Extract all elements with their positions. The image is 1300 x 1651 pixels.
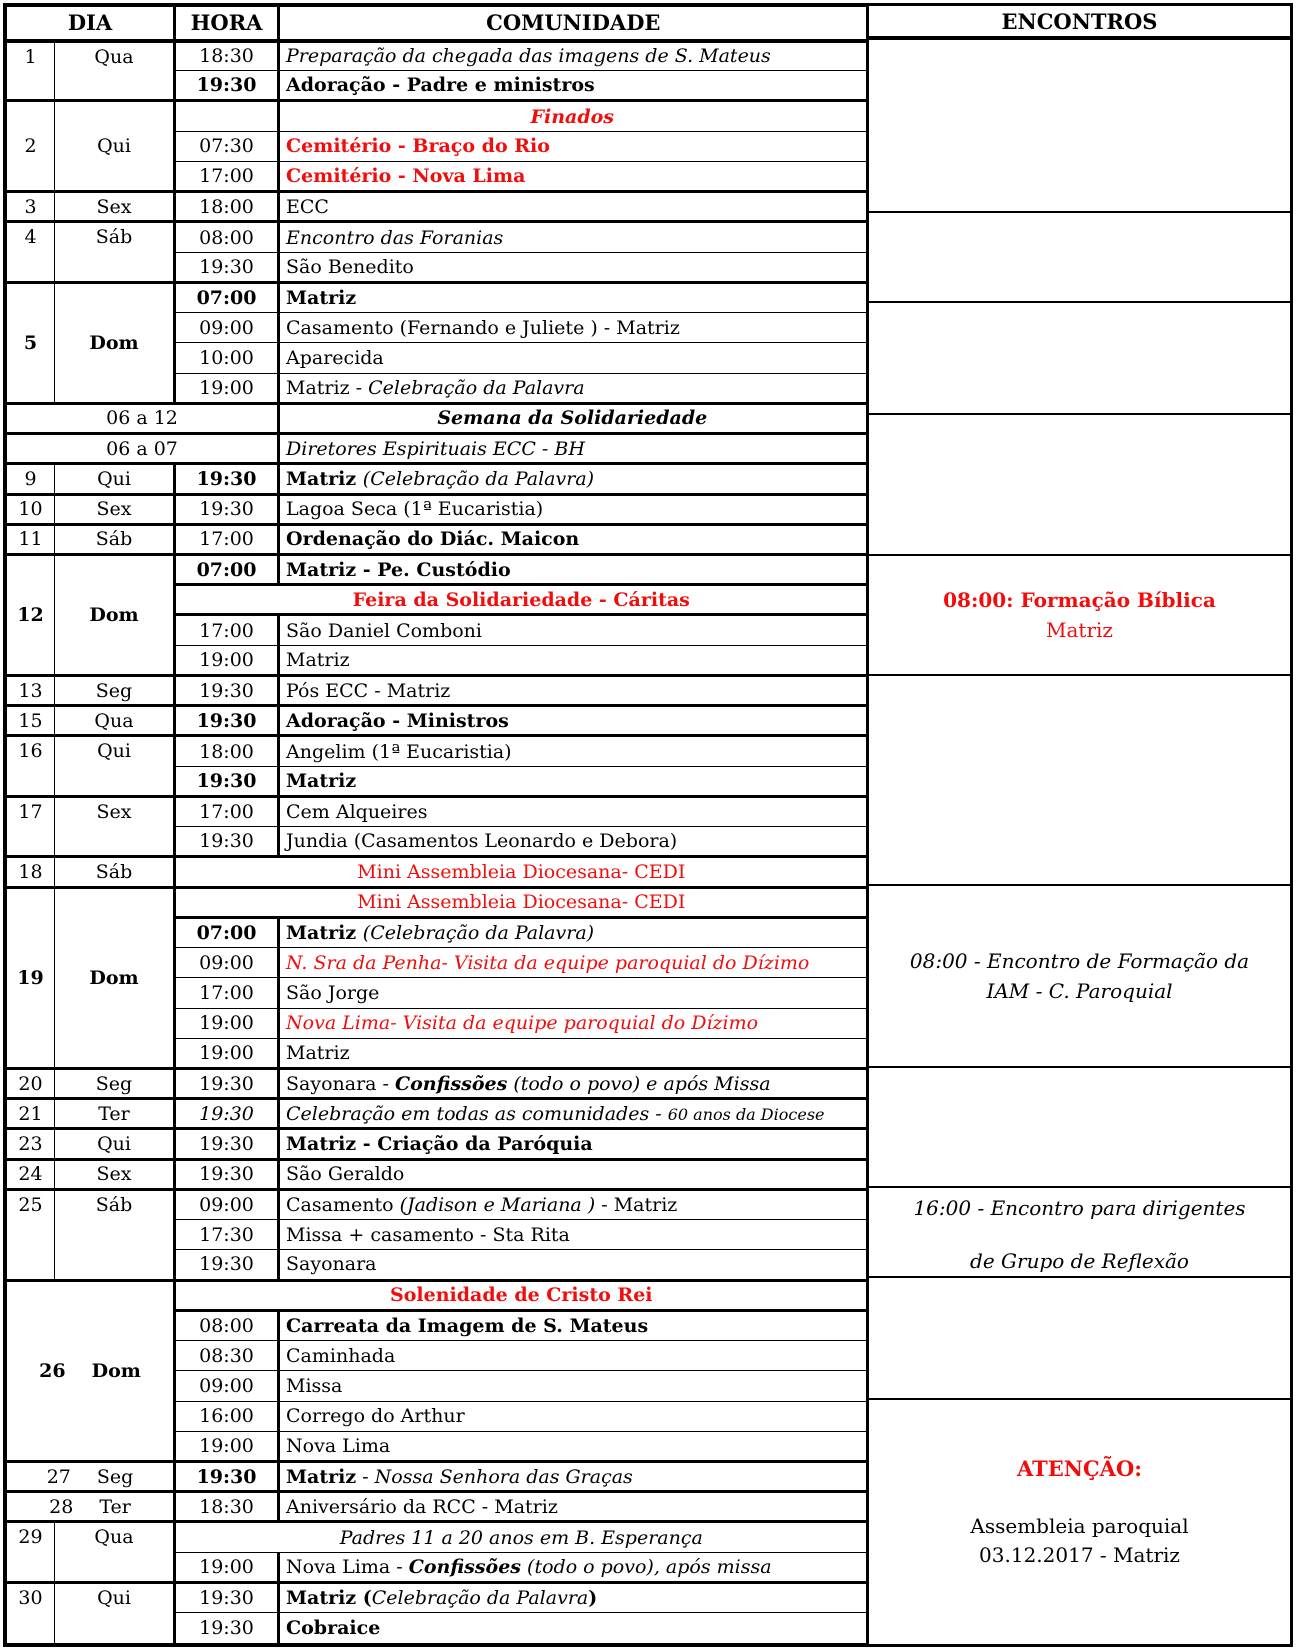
event-text: Lagoa Seca (1ª Eucaristia)	[286, 498, 544, 521]
community-cell	[279, 101, 867, 131]
community-cell	[279, 403, 867, 433]
event-text: Celebração da Palavra	[368, 376, 585, 399]
schedule-row	[7, 675, 867, 705]
event-text: )	[588, 1587, 598, 1610]
schedule-row	[7, 1462, 867, 1492]
time-cell	[175, 101, 279, 131]
event-text: Matriz	[286, 769, 357, 792]
day-number-cell: 17	[7, 796, 55, 856]
weekday-cell: Sex	[55, 796, 175, 856]
event-span-cell	[175, 1522, 867, 1552]
time-cell: 19:30	[175, 1159, 279, 1189]
community-cell	[279, 1099, 867, 1129]
community-cell	[279, 1613, 867, 1644]
event-text: Padres 11 a 20 anos em B. Esperança	[339, 1526, 703, 1549]
community-cell	[279, 1462, 867, 1492]
event-text: Sayonara	[286, 1253, 377, 1276]
event-text: Matriz	[286, 467, 363, 490]
time-cell: 10:00	[175, 343, 279, 373]
day-number-cell: 30	[7, 1582, 55, 1643]
day-cell	[7, 1280, 175, 1461]
day-number-cell: 16	[7, 736, 55, 796]
encontros-text: 08:00: Formação Bíblica	[943, 588, 1216, 612]
schedule-sheet	[3, 3, 1293, 1647]
weekday-cell: Sáb	[55, 222, 175, 282]
event-text: Diretores Espirituais ECC - BH	[286, 437, 585, 460]
community-cell	[279, 1189, 867, 1219]
day-number: 26	[39, 1359, 66, 1382]
schedule-row	[7, 1068, 867, 1098]
event-span-cell	[175, 857, 867, 887]
community-cell	[279, 948, 867, 978]
date-range-cell: 06 a 12	[7, 403, 279, 433]
schedule-table	[6, 6, 867, 1644]
weekday-cell: Qui	[55, 101, 175, 192]
community-cell	[279, 41, 867, 71]
community-cell	[279, 1371, 867, 1401]
header-hora: HORA	[175, 7, 279, 41]
time-cell: 08:30	[175, 1341, 279, 1371]
event-text: Aniversário da RCC - Matriz	[286, 1495, 558, 1518]
community-cell	[279, 1310, 867, 1340]
encontros-cell	[869, 1276, 1290, 1398]
community-cell	[279, 343, 867, 373]
weekday-cell: Sáb	[55, 524, 175, 554]
community-cell	[279, 1582, 867, 1612]
event-span-cell	[175, 887, 867, 917]
event-text: (todo o povo) e após Missa	[507, 1072, 771, 1095]
schedule-row	[7, 706, 867, 736]
time-cell: 09:00	[175, 1189, 279, 1219]
time-cell: 09:00	[175, 313, 279, 343]
encontros-cell	[869, 884, 1290, 1066]
schedule-row	[7, 434, 867, 464]
event-text: Confissões	[408, 1555, 521, 1578]
community-cell	[279, 645, 867, 675]
weekday-cell: Seg	[55, 675, 175, 705]
weekday-cell: Qua	[55, 706, 175, 736]
event-text: São Jorge	[286, 981, 380, 1004]
day-number-cell: 1	[7, 41, 55, 101]
community-cell	[279, 313, 867, 343]
community-cell	[279, 554, 867, 584]
event-text: Nossa Senhora das Graças	[374, 1465, 633, 1488]
event-span-cell	[175, 1280, 867, 1310]
event-text: Confissões	[395, 1072, 508, 1095]
day-number-cell: 24	[7, 1159, 55, 1189]
event-text: Missa + casamento - Sta Rita	[286, 1223, 570, 1246]
community-cell	[279, 675, 867, 705]
day-number-cell: 18	[7, 857, 55, 887]
community-cell	[279, 71, 867, 101]
time-cell: 18:30	[175, 41, 279, 71]
event-text: Semana da Solidariedade	[437, 407, 708, 430]
event-text: Pós ECC - Matriz	[286, 679, 451, 702]
weekday-cell: Seg	[55, 1068, 175, 1098]
day-number-cell: 25	[7, 1189, 55, 1280]
event-text: Cobraice	[286, 1617, 381, 1640]
community-cell	[279, 827, 867, 857]
encontros-column	[866, 6, 1290, 1644]
event-text: 60 anos da Diocese	[667, 1104, 825, 1124]
schedule-row	[7, 554, 867, 584]
event-text: Finados	[530, 105, 615, 128]
event-text: N. Sra da Penha- Visita da equipe paroquial do Dízimo	[286, 951, 810, 974]
community-cell	[279, 282, 867, 312]
community-cell	[279, 161, 867, 191]
community-cell	[279, 192, 867, 222]
time-cell: 17:00	[175, 615, 279, 645]
community-cell	[279, 373, 867, 403]
time-cell: 07:00	[175, 282, 279, 312]
time-cell: 07:00	[175, 917, 279, 947]
event-text: Carreata da Imagem de S. Mateus	[286, 1314, 649, 1337]
event-text: Matriz -	[286, 376, 369, 399]
encontros-cell	[869, 1066, 1290, 1186]
event-text: Feira da Solidariedade - Cáritas	[352, 588, 690, 611]
day-number: 28	[49, 1495, 74, 1518]
community-cell	[279, 222, 867, 252]
time-cell: 17:00	[175, 796, 279, 826]
schedule-row	[7, 1129, 867, 1159]
community-cell	[279, 464, 867, 494]
event-text: Caminhada	[286, 1344, 396, 1367]
time-cell: 19:30	[175, 1068, 279, 1098]
community-cell	[279, 706, 867, 736]
event-text: Cemitério - Braço do Rio	[286, 135, 550, 158]
event-text: Nova Lima -	[286, 1555, 409, 1578]
community-cell	[279, 1492, 867, 1522]
time-cell: 19:30	[175, 1462, 279, 1492]
event-text: Corrego do Arthur	[286, 1405, 465, 1428]
time-cell: 19:00	[175, 1552, 279, 1582]
time-cell: 19:30	[175, 252, 279, 282]
event-text: Matriz - Pe. Custódio	[286, 558, 511, 581]
encontros-text: 16:00 - Encontro para dirigentes	[913, 1196, 1246, 1220]
encontros-text: Assembleia paroquial	[970, 1514, 1189, 1538]
time-cell: 19:00	[175, 373, 279, 403]
event-text: Jundia (Casamentos Leonardo e Debora)	[286, 830, 678, 853]
schedule-row	[7, 857, 867, 887]
community-cell	[279, 615, 867, 645]
day-number-cell: 21	[7, 1099, 55, 1129]
encontros-text: ATENÇÃO:	[1016, 1456, 1143, 1481]
encontros-text: 03.12.2017 - Matriz	[979, 1543, 1180, 1567]
event-text: São Geraldo	[286, 1163, 405, 1186]
event-span-cell	[175, 585, 867, 615]
schedule-row	[7, 222, 867, 252]
event-text: Angelim (1ª Eucaristia)	[286, 740, 512, 763]
weekday-cell: Sex	[55, 1159, 175, 1189]
time-cell: 19:30	[175, 464, 279, 494]
schedule-row	[7, 736, 867, 766]
day-number-cell: 3	[7, 192, 55, 222]
event-text: Ordenação do Diác. Maicon	[286, 528, 580, 551]
time-cell: 18:30	[175, 1492, 279, 1522]
schedule-row	[7, 1280, 867, 1310]
weekday-cell: Sáb	[55, 857, 175, 887]
event-text: (Jadison e Mariana )	[399, 1194, 596, 1217]
day-number-cell: 11	[7, 524, 55, 554]
community-cell	[279, 1341, 867, 1371]
header-comunidade: COMUNIDADE	[279, 7, 867, 41]
day-number-cell: 20	[7, 1068, 55, 1098]
encontros-text: Matriz	[1046, 618, 1113, 642]
event-text: Celebração da Palavra	[371, 1587, 589, 1610]
weekday-label: Seg	[96, 1465, 134, 1488]
event-text: São Daniel Comboni	[286, 619, 482, 642]
community-cell	[279, 524, 867, 554]
time-cell: 17:00	[175, 161, 279, 191]
encontros-cell	[869, 413, 1290, 554]
event-text: Celebração em todas as comunidades -	[286, 1102, 668, 1125]
weekday-cell: Qui	[55, 736, 175, 796]
event-text: Matriz	[286, 921, 363, 944]
time-cell: 07:00	[175, 554, 279, 584]
community-cell	[279, 917, 867, 947]
weekday-cell: Dom	[55, 282, 175, 403]
event-text: Matriz	[286, 286, 357, 309]
encontros-cell	[869, 211, 1290, 301]
time-cell: 19:00	[175, 1038, 279, 1068]
day-number-cell: 2	[7, 101, 55, 192]
time-cell: 19:30	[175, 1129, 279, 1159]
event-text: Preparação da chegada das imagens de S. Mateus	[286, 45, 771, 68]
event-text: Solenidade de Cristo Rei	[390, 1284, 653, 1307]
time-cell: 17:30	[175, 1220, 279, 1250]
event-text: Matriz	[286, 1041, 350, 1064]
time-cell: 19:30	[175, 706, 279, 736]
community-cell	[279, 1401, 867, 1431]
community-cell	[279, 1250, 867, 1280]
time-cell: 08:00	[175, 222, 279, 252]
event-text: - Matriz	[595, 1194, 678, 1217]
time-cell: 09:00	[175, 1371, 279, 1401]
event-text: Nova Lima	[286, 1434, 391, 1457]
schedule-row	[7, 1159, 867, 1189]
event-text: Matriz	[286, 648, 350, 671]
schedule-row	[7, 1522, 867, 1552]
weekday-cell: Qui	[55, 1582, 175, 1643]
weekday-cell: Dom	[55, 887, 175, 1068]
schedule-row	[7, 464, 867, 494]
schedule-row	[7, 1189, 867, 1219]
time-cell: 19:30	[175, 71, 279, 101]
community-cell	[279, 494, 867, 524]
event-text: Missa	[286, 1374, 343, 1397]
time-cell: 19:30	[175, 1250, 279, 1280]
event-text: Cem Alqueires	[286, 800, 428, 823]
time-cell: 09:00	[175, 948, 279, 978]
schedule-row	[7, 524, 867, 554]
event-text: Aparecida	[286, 346, 384, 369]
weekday-cell: Qui	[55, 1129, 175, 1159]
time-cell: 19:30	[175, 1099, 279, 1129]
weekday-cell: Ter	[55, 1099, 175, 1129]
day-number-cell: 29	[7, 1522, 55, 1582]
community-cell	[279, 131, 867, 161]
event-text: -	[356, 1465, 375, 1488]
time-cell: 17:00	[175, 524, 279, 554]
schedule-row	[7, 887, 867, 917]
weekday-cell: Qua	[55, 1522, 175, 1582]
event-text: (Celebração da Palavra)	[362, 467, 595, 490]
schedule-row	[7, 1099, 867, 1129]
date-range-cell: 06 a 07	[7, 434, 279, 464]
day-number-cell: 23	[7, 1129, 55, 1159]
event-text: Matriz - Criação da Paróquia	[286, 1133, 593, 1156]
weekday-label: Dom	[91, 1359, 141, 1382]
event-text: (todo o povo), após missa	[521, 1555, 772, 1578]
community-cell	[279, 1129, 867, 1159]
event-text: Casamento	[286, 1194, 400, 1217]
community-cell	[279, 1220, 867, 1250]
encontros-cell	[869, 554, 1290, 674]
time-cell: 19:30	[175, 494, 279, 524]
schedule-row	[7, 796, 867, 826]
event-text: Cemitério - Nova Lima	[286, 165, 526, 188]
time-cell: 19:30	[175, 1582, 279, 1612]
day-cell	[7, 1462, 175, 1492]
day-number-cell: 4	[7, 222, 55, 282]
time-cell: 07:30	[175, 131, 279, 161]
weekday-cell: Qui	[55, 464, 175, 494]
schedule-row	[7, 282, 867, 312]
encontros-cell	[869, 40, 1290, 211]
community-cell	[279, 796, 867, 826]
weekday-label: Ter	[99, 1495, 131, 1518]
encontros-cell	[869, 674, 1290, 884]
encontros-text: de Grupo de Reflexão	[970, 1249, 1189, 1273]
day-number-cell: 9	[7, 464, 55, 494]
schedule-row	[7, 1492, 867, 1522]
weekday-cell: Qua	[55, 41, 175, 101]
event-text: Nova Lima- Visita da equipe paroquial do Dízimo	[286, 1012, 759, 1035]
schedule-row	[7, 1582, 867, 1612]
schedule-row	[7, 494, 867, 524]
community-cell	[279, 252, 867, 282]
event-text: Adoração - Padre e ministros	[286, 74, 595, 97]
schedule-row	[7, 41, 867, 71]
weekday-cell: Sex	[55, 192, 175, 222]
community-cell	[279, 736, 867, 766]
community-cell	[279, 434, 867, 464]
time-cell: 19:00	[175, 645, 279, 675]
community-cell	[279, 766, 867, 796]
time-cell: 19:00	[175, 1431, 279, 1461]
time-cell: 19:00	[175, 1008, 279, 1038]
time-cell: 08:00	[175, 1310, 279, 1340]
event-text: Matriz	[286, 1465, 357, 1488]
time-cell: 17:00	[175, 978, 279, 1008]
day-cell	[7, 1492, 175, 1522]
community-cell	[279, 978, 867, 1008]
event-text: Mini Assembleia Diocesana- CEDI	[357, 891, 686, 914]
day-number-cell: 15	[7, 706, 55, 736]
event-text: ECC	[286, 195, 329, 218]
community-cell	[279, 1008, 867, 1038]
community-cell	[279, 1068, 867, 1098]
community-cell	[279, 1038, 867, 1068]
header-encontros: ENCONTROS	[869, 6, 1290, 40]
encontros-cell	[869, 1186, 1290, 1276]
event-text: Adoração - Ministros	[286, 709, 509, 732]
event-text: Sayonara -	[286, 1072, 396, 1095]
weekday-cell: Dom	[55, 554, 175, 675]
time-cell: 19:30	[175, 766, 279, 796]
time-cell: 19:30	[175, 1613, 279, 1644]
encontros-cell	[869, 301, 1290, 413]
encontros-text: IAM - C. Paroquial	[986, 979, 1173, 1003]
day-number-cell: 10	[7, 494, 55, 524]
header-dia: DIA	[7, 7, 175, 41]
time-cell: 16:00	[175, 1401, 279, 1431]
encontros-text: 08:00 - Encontro de Formação da	[909, 949, 1250, 973]
time-cell: 18:00	[175, 736, 279, 766]
day-number-cell: 5	[7, 282, 55, 403]
day-number-cell: 13	[7, 675, 55, 705]
weekday-cell: Sex	[55, 494, 175, 524]
time-cell: 19:30	[175, 827, 279, 857]
header-row	[7, 7, 867, 41]
schedule-row	[7, 192, 867, 222]
event-text: São Benedito	[286, 255, 414, 278]
event-text: (Celebração da Palavra)	[362, 921, 595, 944]
schedule-row	[7, 101, 867, 131]
encontros-cell	[869, 1398, 1290, 1638]
day-number-cell: 12	[7, 554, 55, 675]
event-text: Mini Assembleia Diocesana- CEDI	[357, 860, 686, 883]
event-text: Matriz (	[286, 1587, 372, 1610]
community-cell	[279, 1552, 867, 1582]
community-cell	[279, 1431, 867, 1461]
schedule-row	[7, 403, 867, 433]
time-cell: 18:00	[175, 192, 279, 222]
event-text: Encontro das Foranias	[286, 226, 504, 249]
day-number-cell: 19	[7, 887, 55, 1068]
time-cell: 19:30	[175, 675, 279, 705]
weekday-cell: Sáb	[55, 1189, 175, 1280]
event-text: Casamento (Fernando e Juliete ) - Matriz	[286, 316, 680, 339]
community-cell	[279, 1159, 867, 1189]
day-number: 27	[46, 1465, 71, 1488]
